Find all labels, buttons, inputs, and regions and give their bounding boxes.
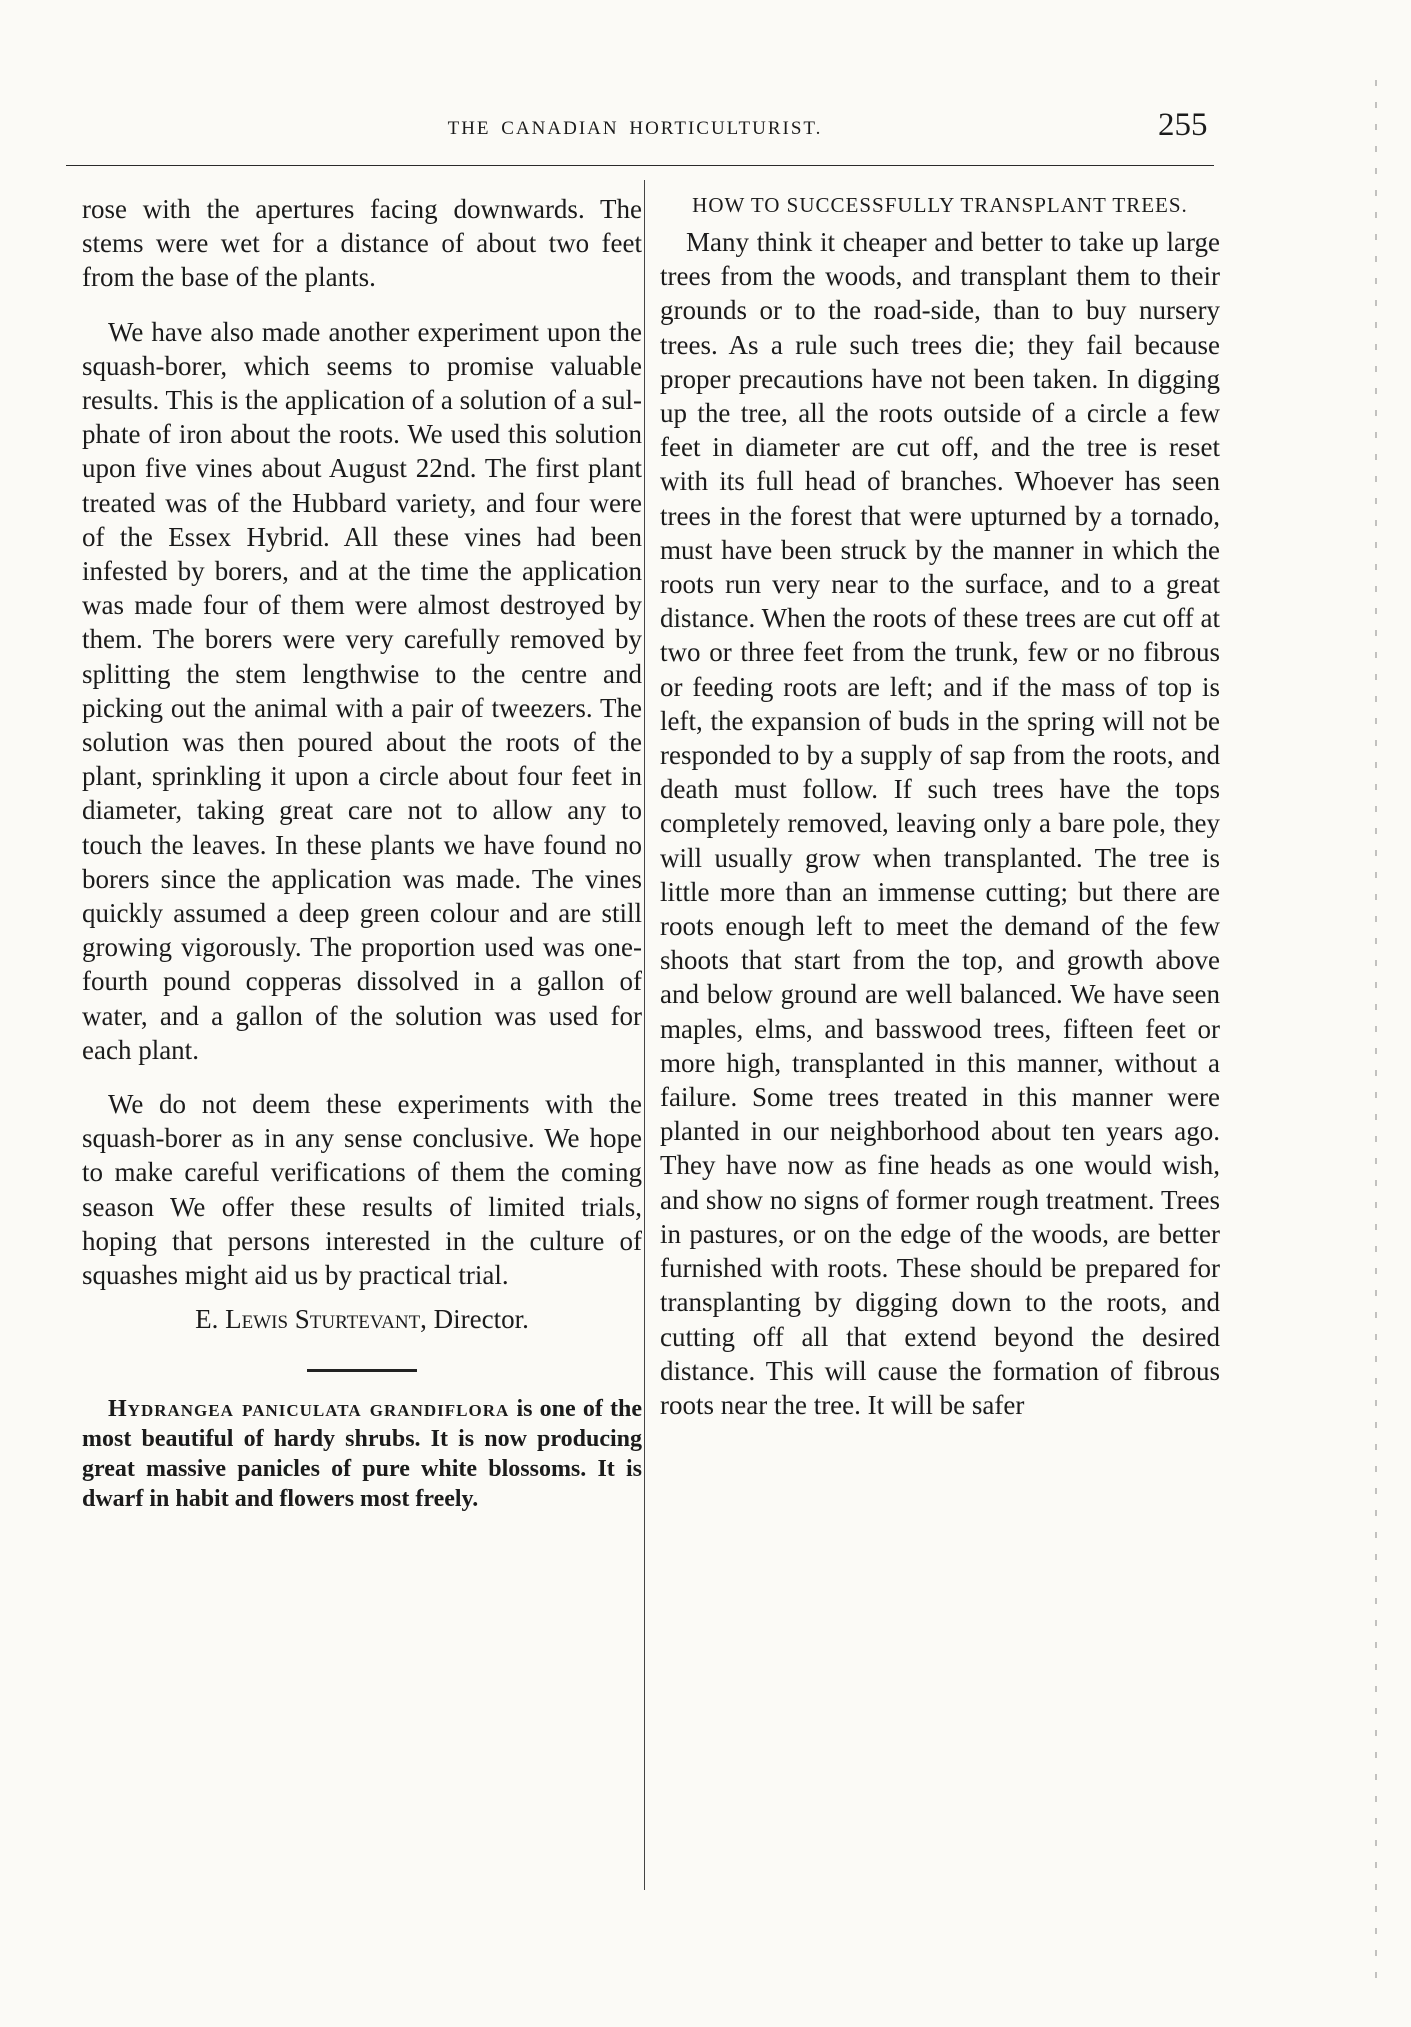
hydrangea-note [82,1394,642,1514]
transplant-article-body: Many think it cheaper and better to take up large trees from the woods, and transplant them to their grounds or to the road-side, than to buy nursery trees. As a rule such trees die; they fail because proper precautions have not been taken. In digging up the tree, all the roots outside of a circle a few feet in diameter are cut off, and the tree is reset with its full head of branches. Whoever has seen trees in the forest that were upturned by a tornado, must have been struck by the manner in which the roots run very near to the surface, and to a great distance. When the roots of these trees are cut off at two or three feet from the trunk, few or no fibrous or feeding roots are left; and if the mass of top is left, the expansion of buds in the spring will not be responded to by a supply of sap from the roots, and death must follow. If such trees have the tops completely removed, leaving only a bare pole, they will usually grow when transplanted. The tree is little more than an immense cutting; but there are roots enough left to meet the demand of the few shoots that start from the top, and growth above and below ground are well balanced. We have seen maples, elms, and basswood trees, fifteen feet or more high, transplanted in this manner, without a failure. Some trees treated in this manner were planted in our neighborhood about ten years ago. They have now as fine heads as one would wish, and show no signs of former rough treatment. Trees in pastures, or on the edge of the woods, are better furnished with roots. These should be prepared for transplanting by digging down to the roots, and cutting off all that extend beyond the desired distance. This will cause the formation of fibrous roots near the tree. It will be safer [660,227,1220,1420]
signature-name: E. Lewis Sturtevant, [195,1304,427,1335]
conclusion-paragraph: We do not deem these experiments with the squash-borer as in any sense conclusive. We hope to make careful verifications of them the coming season We offer these results of limited trials, hoping that persons interested in the culture of squashes might aid us by practical trial. [82,1089,642,1291]
signature-title: Director. [433,1304,529,1335]
page-number: 255 [1158,107,1208,143]
hydrangea-note-lead: Hydrangea paniculata grandiflora [108,1395,510,1422]
page-edge-mark [1375,80,1377,1980]
header-rule [66,165,1214,166]
squash-borer-paragraph: We have also made another experiment upon the squash-borer, which seems to promise valuable results. This is the application of a solution of a sulphate of iron about the roots. We used this solution upon five vines about August 22nd. The first plant treated was of the Hubbard variety, and four were of the Essex Hybrid. All these vines had been infested by borers, and at the time the application was made four of them were almost destroyed by them. The borers were very carefully removed by splitting the stem lengthwise to the centre and picking out the animal with a pair of tweezers. The solution was then poured about the roots of the plant, sprinkling it upon a circle about four feet in diameter, taking great care not to allow any to touch the leaves. In these plants we have found no borers since the application was made. The vines quickly assumed a deep green colour and are still growing vigorously. The proportion used was one-fourth pound copperas dissolved in a gallon of water, and a gallon of the solution was used for each plant. [82,316,642,1065]
running-title: THE CANADIAN HORTICULTURIST. [447,118,823,139]
continuation-paragraph: rose with the apertures facing downwards. The stems were wet for a distance of about two feet from the base of the plants. [82,194,642,293]
hydrangea-note-body: is one of the most beautiful of hardy shrubs. It is now producing great massive panicles of pure white blossoms. It is dwarf in habit and flowers most freely. [82,1395,642,1512]
section-separator-rule [307,1369,417,1372]
left-column [82,192,642,1514]
column-divider [644,180,645,1890]
signature [82,1302,642,1336]
right-column [660,192,1220,1422]
article-heading: HOW TO SUCCESSFULLY TRANSPLANT TREES. [692,193,1188,217]
